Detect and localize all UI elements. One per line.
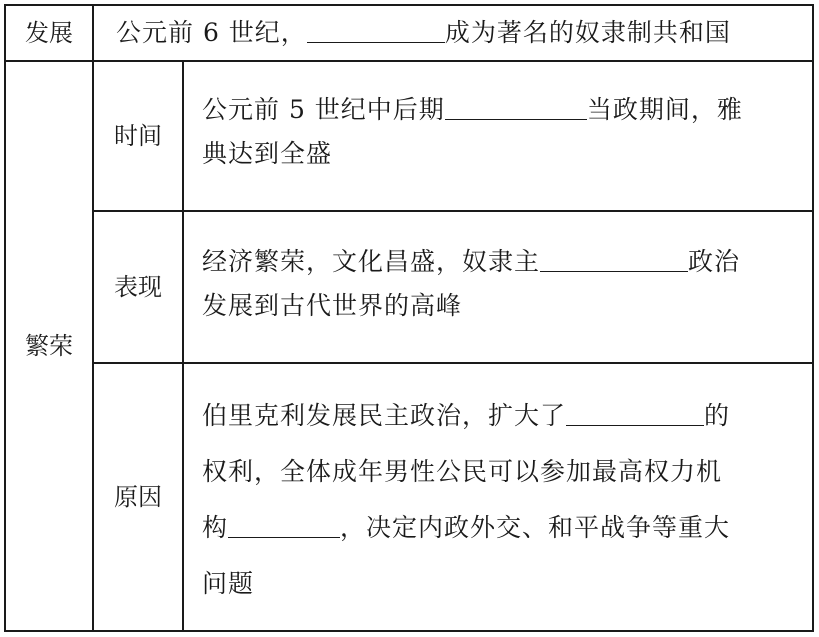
- reason-pre1: 伯里克利发展民主政治，扩大了: [202, 401, 567, 430]
- reason-text: [202, 388, 730, 612]
- label-performance: 表现: [114, 273, 162, 301]
- development-pre: 公元前 6 世纪，: [116, 18, 307, 47]
- reason-pre3: 构: [202, 513, 229, 542]
- table-border-bottom: [4, 630, 814, 632]
- table-border-top: [4, 4, 814, 6]
- col-divider-sub: [182, 60, 184, 632]
- reason-line2: 权利，全体成年男性公民可以参加最高权力机: [202, 457, 723, 486]
- time-text: [202, 88, 743, 176]
- time-line2: 典达到全盛: [202, 139, 333, 168]
- reason-post1: 的: [704, 401, 731, 430]
- reason-line1: [202, 388, 730, 444]
- row-divider-performance: [92, 362, 814, 364]
- time-line1: [202, 88, 743, 132]
- development-blank: [307, 16, 445, 43]
- table-border-right: [812, 4, 814, 632]
- reason-post3: ，决定内政外交、和平战争等重大: [340, 513, 731, 542]
- time-pre: 公元前 5 世纪中后期: [202, 95, 445, 124]
- development-text: [116, 11, 731, 55]
- time-blank: [445, 93, 587, 120]
- performance-line1: [202, 240, 740, 284]
- reason-blank2: [228, 511, 340, 538]
- reason-line4: 问题: [202, 569, 255, 598]
- label-time: 时间: [114, 122, 162, 150]
- reason-blank1: [566, 399, 704, 426]
- reason-line3: [202, 500, 730, 556]
- row-divider-time: [92, 210, 814, 212]
- performance-blank: [540, 245, 688, 272]
- development-post: 成为著名的奴隶制共和国: [444, 18, 731, 47]
- performance-line2: 发展到古代世界的高峰: [202, 291, 463, 320]
- performance-text: [202, 240, 740, 328]
- time-post: 当政期间，雅: [586, 95, 743, 124]
- performance-post: 政治: [688, 247, 741, 276]
- label-reason: 原因: [114, 483, 162, 511]
- label-development: 发展: [25, 19, 73, 47]
- performance-pre: 经济繁荣，文化昌盛，奴隶主: [202, 247, 541, 276]
- label-prosperity: 繁荣: [25, 332, 73, 360]
